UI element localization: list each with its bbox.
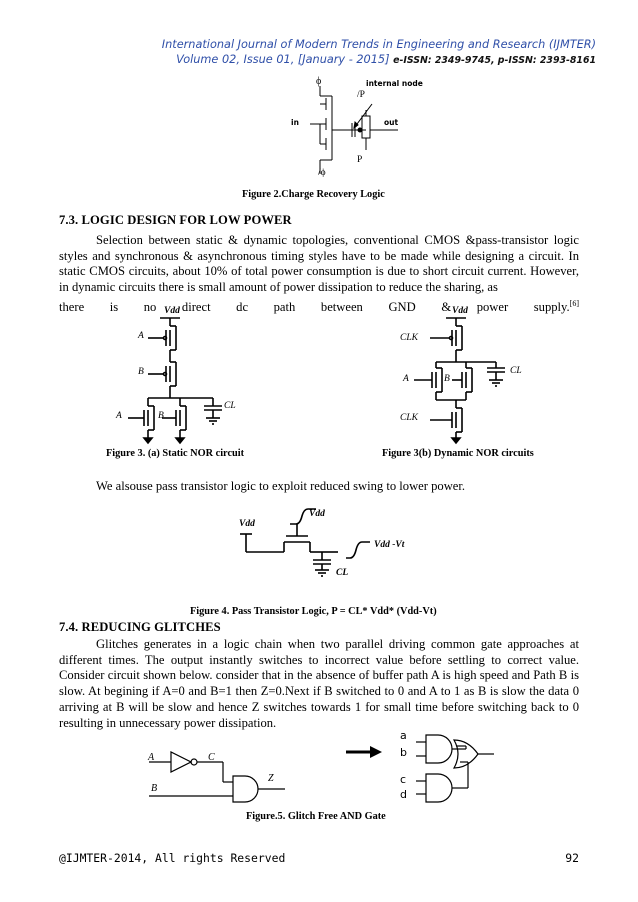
- fig3a-a2-label: A: [116, 411, 122, 421]
- fig2-out-label: out: [384, 118, 399, 127]
- fig3b-vdd-label: Vdd: [452, 306, 468, 316]
- fig5-rb-label: b: [400, 746, 407, 759]
- fig2-p-label: P: [357, 155, 363, 165]
- section-7-3-last-line: there is no direct dc path between GND & power supply.[6]: [59, 298, 579, 314]
- fig2-phi-label: ϕ: [316, 76, 322, 87]
- fig5-a-label: A: [148, 752, 155, 763]
- section-7-3-text: Selection between static & dynamic topologies, conventional CMOS &pass-transistor logic styles and synchronous & asynchronous timing styles have to be made while designing a circuit. In static CMOS circuits, about 10% of total power consumption is due to short circuit current. However, in dynamic circuits there is small amount of power dissipation to reduce the sharing, as: [59, 233, 579, 295]
- fig3a-vdd-label: Vdd: [164, 306, 180, 316]
- footer-copyright: @IJMTER-2014, All rights Reserved: [59, 851, 286, 865]
- fig5-rc-label: c: [400, 773, 407, 786]
- fig4-vdd-input-label: Vdd: [239, 519, 255, 529]
- fig4-caption: Figure 4. Pass Transistor Logic, P = CL* Vdd* (Vdd-Vt): [190, 606, 437, 617]
- fig5-caption: Figure.5. Glitch Free AND Gate: [246, 811, 386, 822]
- fig5-b-label: B: [151, 783, 158, 794]
- journal-issn: e-ISSN: 2349-9745, p-ISSN: 2393-8161: [393, 55, 596, 66]
- section-7-4-text: Glitches generates in a logic chain when two parallel driving common gate approaches at different times. The output instantly switches to incorrect value before settling to correct value. Consider circuit shown below. consider that in the absence of buffer path A is high speed and Path B is slow. At begining if A=0 and B=1 then Z=0.Next if B switched to 0 and A to 1 as B is slow the data 0 arriving at B will be slow and hence Z switches towards 1 for small time before switching back to 0 resulting in unnecessary power dissipation.: [59, 637, 579, 730]
- fig3a-b2-label: B: [158, 411, 164, 421]
- fig3b-clk-label: CLK: [400, 333, 418, 343]
- section-7-4-paragraph: [59, 637, 579, 731]
- fig5-c-label: C: [208, 752, 215, 763]
- journal-title: International Journal of Modern Trends in Engineering and Research (IJMTER): [161, 38, 596, 51]
- pass-transistor-text: We alsouse pass transistor logic to exploit reduced swing to lower power.: [96, 479, 466, 493]
- journal-issue-line: [176, 53, 596, 66]
- fig3a-b-label: B: [138, 367, 144, 377]
- fig2-charge-recovery-circuit: [280, 74, 420, 186]
- fig3a-caption: Figure 3. (a) Static NOR circuit: [106, 448, 245, 459]
- fig3b-clk2-label: CLK: [400, 413, 418, 423]
- fig2-caption: Figure 2.Charge Recovery Logic: [242, 189, 385, 200]
- fig5-ra-label: a: [400, 729, 407, 742]
- fig5-z-label: Z: [268, 773, 274, 784]
- fig4-cl-label: CL: [336, 568, 349, 578]
- fig2-internal-node-label: internal node: [366, 79, 423, 88]
- fig5-arrow-icon: [344, 744, 384, 760]
- fig3b-caption: Figure 3(b) Dynamic NOR circuits: [382, 448, 534, 459]
- fig2-phibar-label: /ϕ: [318, 168, 326, 178]
- citation-6: [6]: [569, 298, 579, 308]
- fig3a-a-label: A: [138, 331, 144, 341]
- fig3b-b-label: B: [444, 374, 450, 384]
- fig3b-dynamic-nor-circuit: [396, 306, 536, 446]
- fig2-pbar-label: /P: [357, 90, 365, 100]
- section-7-3-paragraph: [59, 233, 579, 316]
- fig4-vout-label: Vdd -Vt: [374, 540, 405, 550]
- fig3a-cl-label: CL: [224, 401, 236, 411]
- section-7-4-heading: 7.4. REDUCING GLITCHES: [59, 620, 221, 634]
- fig5-rd-label: d: [400, 788, 407, 801]
- fig3b-cl-label: CL: [510, 366, 522, 376]
- page-number: 92: [565, 851, 579, 865]
- fig3b-a-label: A: [403, 374, 409, 384]
- section-7-3-heading: 7.3. LOGIC DESIGN FOR LOW POWER: [59, 213, 292, 227]
- fig2-in-label: in: [291, 118, 299, 127]
- journal-volume: Volume 02, Issue 01, [January - 2015]: [176, 53, 390, 66]
- fig4-vdd-gate-label: Vdd: [309, 509, 325, 519]
